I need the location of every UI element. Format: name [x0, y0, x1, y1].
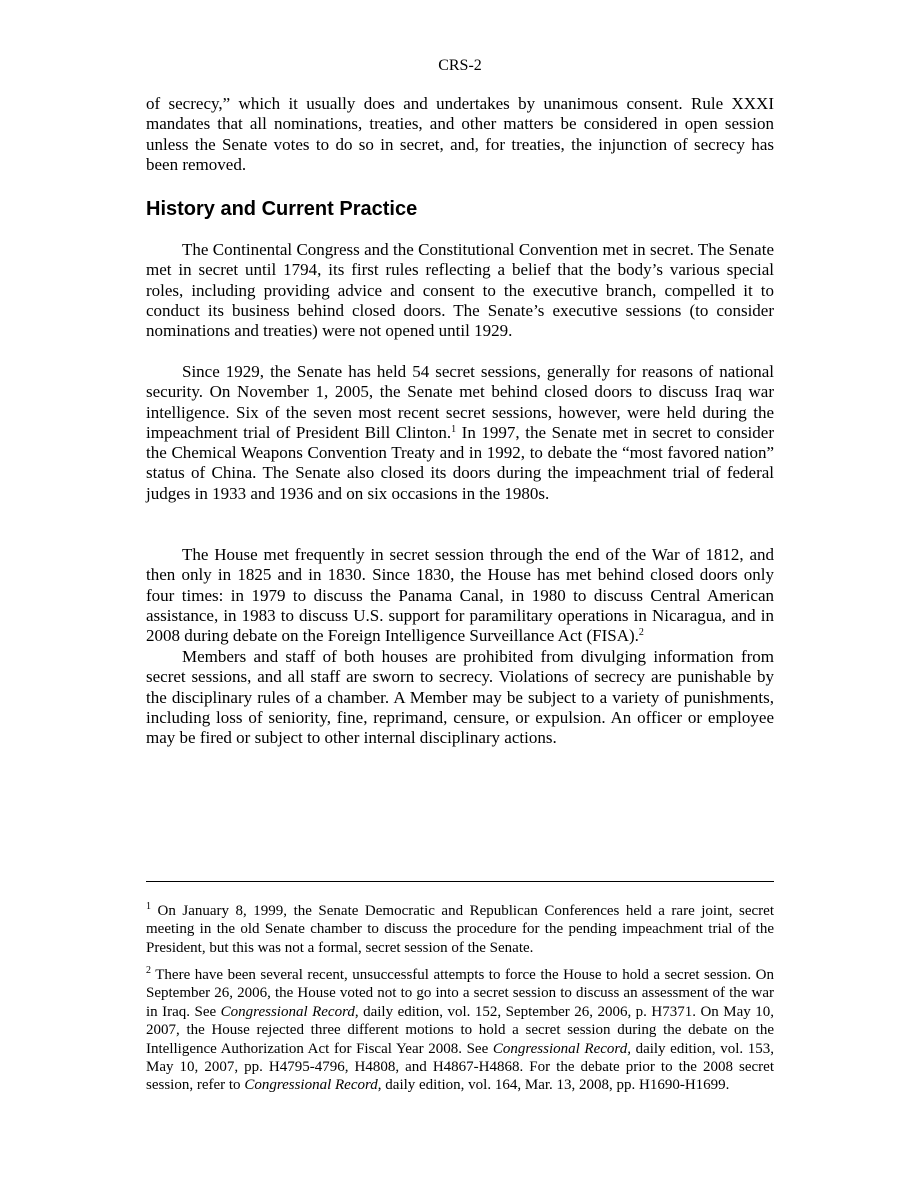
footnote-text: daily edition, vol. 153, May 10, 2007, pp. H4795-4796, H4808, and H4867-H4868. For the debate prior to the 2008 secret session, refer to	[146, 1040, 774, 1094]
citation-title: Congressional Record	[220, 1003, 355, 1020]
paragraph-continental-congress: The Continental Congress and the Constitutional Convention met in secret. The Senate met in secret until 1794, its first rules reflecting a belief that the body’s various special roles, including providing advice and consent to the executive branch, compelled it to conduct its business behind closed doors. The Senate’s executive sessions (to consider nominations and treaties) were not opened until 1929.	[146, 240, 774, 341]
footnote-text: There have been several recent, unsuccessful attempts to force the House to hold a secret session. On September 26, 2006, the House voted not to go into a secret session to discuss an assessment of the war in Iraq. See	[146, 967, 774, 1020]
paragraph-text: In 1997, the Senate met in secret to consider the Chemical Weapons Convention Treaty and in 1992, to debate the “most favored nation” status of China. The Senate also closed its doors during the impeachment trial of federal judges in 1933 and 1936 and on six occasions in the 1980s.	[146, 422, 774, 503]
footnote-reference-1: 1	[451, 423, 457, 435]
footnote-text: On January 8, 1999, the Senate Democratic and Republican Conferences held a rare joint, secret meeting in the old Senate chamber to discuss the procedure for the pending impeachment trial of the President, but this was not a formal, secret session of the Senate.	[146, 903, 774, 956]
footnote-1	[146, 902, 774, 957]
page-header: CRS-2	[438, 57, 482, 74]
paragraph-house-secret-sessions	[146, 545, 774, 646]
paragraph-text: The House met frequently in secret session through the end of the War of 1812, and then only in 1825 and in 1830. Since 1830, the House has met behind closed doors only four times: in 1979 to discuss the Panama Canal, in 1980 to discuss Central American assistance, in 1983 to discuss U.S. support for paramilitary operations in Nicaragua, and in 2008 during debate on the Foreign Intelligence Surveillance Act (FISA).	[146, 545, 774, 646]
footnote-marker: 2	[146, 965, 151, 976]
section-heading: History and Current Practice	[146, 198, 418, 220]
citation-title: Congressional Record	[244, 1077, 378, 1094]
paragraph-text: Since 1929, the Senate has held 54 secret sessions, generally for reasons of national security. On November 1, 2005, the Senate met behind closed doors to discuss Iraq war intelligence. Six of the seven most recent secret sessions, however, were held during the impeachment trial of President Bill Clinton.	[146, 362, 774, 442]
paragraph-secrecy-violations: Members and staff of both houses are prohibited from divulging information from secret sessions, and all staff are sworn to secrecy. Violations of secrecy are punishable by the disciplinary rules of a chamber. A Member may be subject to a variety of punishments, including loss of seniority, fine, reprimand, censure, or expulsion. An officer or employee may be fired or subject to other internal disciplinary actions.	[146, 647, 774, 748]
footnote-divider	[146, 881, 774, 882]
paragraph-senate-secret-sessions	[146, 362, 774, 504]
footnote-text: , daily edition, vol. 164, Mar. 13, 2008, pp. H1690-H1699.	[377, 1077, 730, 1094]
footnote-marker: 1	[146, 901, 151, 912]
citation-title: Congressional Record,	[492, 1040, 631, 1057]
footnote-2	[146, 966, 774, 1095]
footnote-text: , daily edition, vol. 152, September 26, 2006, p. H7371. On May 10, 2007, the House rejected three different motions to hold a secret session during the debate on the Intelligence Authorization Act for Fiscal Year 2008. See	[146, 1003, 774, 1057]
intro-paragraph: of secrecy,” which it usually does and undertakes by unanimous consent. Rule XXXI mandates that all nominations, treaties, and other matters be considered in open session unless the Senate votes to do so in secret, and, for treaties, the injunction of secrecy has been removed.	[146, 94, 774, 174]
footnote-reference-2: 2	[638, 627, 644, 639]
